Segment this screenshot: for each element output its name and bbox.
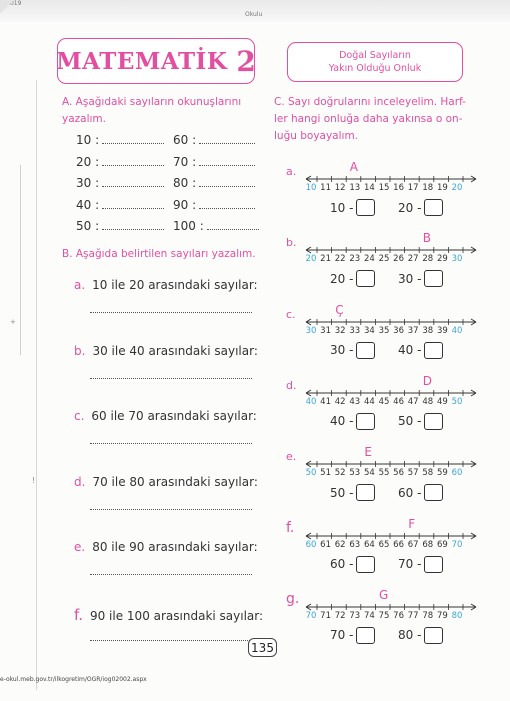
topic-header xyxy=(287,42,463,82)
nearest-ten-option xyxy=(398,413,443,430)
tick-label: 65 xyxy=(378,539,390,550)
tick-label: 22 xyxy=(334,254,346,265)
scan-mid-text: Okulu xyxy=(245,11,263,18)
question-letter: b. xyxy=(74,343,86,358)
tick-label: 70 xyxy=(305,610,317,621)
number-line-letter: B xyxy=(422,231,432,246)
answer-line[interactable] xyxy=(90,574,252,575)
tick-label: 38 xyxy=(422,325,434,336)
number-label: 50 : xyxy=(76,219,100,233)
tick-label: 40 xyxy=(451,325,463,336)
option-label: 70 - xyxy=(330,628,354,643)
tick-label: 41 xyxy=(320,396,331,407)
tick-label: 20 xyxy=(451,183,463,193)
tick-label: 79 xyxy=(436,610,448,621)
tick-label: 20 xyxy=(305,254,317,265)
tick-label: 11 xyxy=(320,183,331,193)
option-label: 20 - xyxy=(398,200,422,215)
number-line-letter: Ç xyxy=(335,302,344,317)
answer-dots[interactable] xyxy=(102,155,164,166)
number-line-letter: E xyxy=(364,445,372,460)
option-label: 10 - xyxy=(330,200,354,215)
answer-dots[interactable] xyxy=(199,155,255,166)
number-label: 20 : xyxy=(76,154,100,169)
tick-label: 43 xyxy=(349,396,361,407)
nearest-ten-option xyxy=(398,484,443,501)
tick-label: 68 xyxy=(422,539,434,550)
topic-line-2: Yakın Olduğu Onluk xyxy=(328,63,422,74)
tick-label: 10 xyxy=(305,183,317,193)
range-question xyxy=(74,606,263,624)
question-letter: a. xyxy=(74,278,86,292)
question-text: 70 ile 80 arasındaki sayılar: xyxy=(92,474,258,489)
option-label: 70 - xyxy=(398,557,422,571)
reading-row-right xyxy=(173,176,255,190)
margin-line xyxy=(36,80,37,690)
section-a-heading: A. Aşağıdaki sayıların okunuşlarını yazalım. xyxy=(62,96,242,125)
answer-line[interactable] xyxy=(90,443,252,444)
option-label: 80 - xyxy=(398,628,422,643)
reading-row-right xyxy=(173,155,255,169)
option-label: 30 - xyxy=(330,343,354,358)
subject-header xyxy=(57,38,255,84)
nearest-ten-option xyxy=(330,413,375,430)
tick-label: 60 xyxy=(305,539,317,550)
tick-label: 56 xyxy=(393,468,404,479)
answer-box[interactable] xyxy=(356,413,375,430)
number-line-letter: D xyxy=(422,373,433,388)
tick-label: 40 xyxy=(305,396,317,407)
tick-label: 28 xyxy=(422,254,434,265)
topic-line-1: Doğal Sayıların xyxy=(339,50,411,61)
tick-label: 70 xyxy=(451,539,463,550)
answer-dots[interactable] xyxy=(102,133,164,144)
range-question xyxy=(74,344,258,358)
tick-label: 30 xyxy=(305,325,317,336)
grade-number: 2 xyxy=(236,44,256,78)
tick-label: 75 xyxy=(378,610,390,621)
number-label: 100 : xyxy=(173,219,204,233)
tick-label: 14 xyxy=(363,183,375,193)
section-b-heading: B. Aşağıda belirtilen sayıları yazalım. xyxy=(62,248,256,260)
tick-label: 54 xyxy=(363,468,375,479)
number-line-letter: G xyxy=(379,587,389,602)
tick-label: 30 xyxy=(451,254,463,265)
tick-label: 17 xyxy=(407,183,419,193)
nearest-ten-option xyxy=(398,556,443,573)
tick-label: 49 xyxy=(436,396,448,407)
reading-row-right xyxy=(173,219,259,233)
tick-label: 52 xyxy=(334,468,346,479)
tick-label: 35 xyxy=(378,325,390,336)
answer-line[interactable] xyxy=(90,312,252,313)
tick-label: 59 xyxy=(436,468,448,479)
option-label: 40 - xyxy=(330,414,354,429)
tick-label: 36 xyxy=(393,325,404,336)
tick-label: 27 xyxy=(407,254,419,265)
number-line-label: g. xyxy=(286,590,300,607)
answer-dots[interactable] xyxy=(102,219,164,230)
tick-label: 55 xyxy=(378,468,390,479)
range-question xyxy=(74,540,258,554)
option-label: 30 - xyxy=(398,271,422,286)
question-text: 80 ile 90 arasındaki sayılar: xyxy=(92,540,258,554)
number-line-label: e. xyxy=(286,450,297,464)
tick-label: 69 xyxy=(436,539,448,550)
tick-label: 47 xyxy=(407,396,419,407)
range-question xyxy=(74,409,257,423)
reading-row-right xyxy=(173,198,255,212)
page-corner xyxy=(0,0,14,14)
number-line-label: b. xyxy=(286,236,297,250)
answer-box[interactable] xyxy=(356,556,375,573)
tick-label: 73 xyxy=(349,610,361,621)
tick-label: 77 xyxy=(407,610,419,621)
answer-box[interactable] xyxy=(424,484,443,501)
tick-label: 72 xyxy=(334,610,346,621)
reading-row-left xyxy=(76,219,164,233)
tick-label: 76 xyxy=(393,610,404,621)
answer-box[interactable] xyxy=(356,627,375,644)
answer-dots[interactable] xyxy=(102,176,164,187)
question-letter: c. xyxy=(74,409,85,423)
answer-line[interactable] xyxy=(90,378,252,379)
range-question xyxy=(74,475,258,489)
tick-label: 58 xyxy=(422,468,434,479)
subject-title: MATEMATİK xyxy=(56,47,228,75)
margin-scribble: + xyxy=(10,318,16,326)
tick-label: 12 xyxy=(334,183,346,193)
answer-box[interactable] xyxy=(356,199,375,216)
answer-line[interactable] xyxy=(90,509,252,510)
scan-edge-text: ra2019 xyxy=(0,0,22,7)
tick-label: 50 xyxy=(305,468,317,479)
nearest-ten-option xyxy=(398,342,443,359)
scan-top-strip xyxy=(0,0,510,22)
tick-label: 44 xyxy=(363,396,375,407)
tick-label: 31 xyxy=(320,325,331,336)
number-label: 60 : xyxy=(173,133,197,147)
section-c-heading-line-3: luğu boyayalım. xyxy=(274,130,359,142)
reading-row-left xyxy=(76,176,164,190)
question-letter: d. xyxy=(74,474,86,489)
tick-label: 32 xyxy=(334,325,346,336)
question-letter: f. xyxy=(74,605,83,624)
tick-label: 39 xyxy=(436,325,448,336)
tick-label: 13 xyxy=(349,183,361,193)
margin-mark xyxy=(20,165,21,355)
answer-box[interactable] xyxy=(356,270,375,287)
tick-label: 15 xyxy=(378,183,390,193)
answer-box[interactable] xyxy=(424,199,443,216)
nearest-ten-option xyxy=(330,270,375,287)
nearest-ten-option xyxy=(330,556,375,573)
answer-box[interactable] xyxy=(356,484,375,501)
margin-scribble-2: ! xyxy=(32,476,36,485)
tick-label: 53 xyxy=(349,468,361,479)
tick-label: 37 xyxy=(407,325,419,336)
number-label: 10 : xyxy=(76,133,100,147)
question-text: 30 ile 40 arasındaki sayılar: xyxy=(92,343,258,358)
number-label: 80 : xyxy=(173,176,197,190)
nearest-ten-option xyxy=(330,199,375,216)
tick-label: 78 xyxy=(422,610,434,621)
answer-box[interactable] xyxy=(356,342,375,359)
number-label: 40 : xyxy=(76,197,100,212)
page-number: 135 xyxy=(248,638,277,657)
reading-row-left xyxy=(76,155,164,169)
option-label: 20 - xyxy=(330,271,354,286)
section-c-heading xyxy=(274,94,474,145)
question-text: 60 ile 70 arasındaki sayılar: xyxy=(91,409,257,423)
tick-label: 46 xyxy=(393,396,404,407)
tick-label: 42 xyxy=(334,396,346,407)
option-label: 50 - xyxy=(398,414,422,429)
tick-label: 60 xyxy=(451,468,463,479)
question-text: 90 ile 100 arasındaki sayılar: xyxy=(89,608,264,623)
number-label: 70 : xyxy=(173,154,197,169)
tick-label: 24 xyxy=(363,254,375,265)
answer-box[interactable] xyxy=(424,413,443,430)
tick-label: 51 xyxy=(320,468,331,479)
range-question xyxy=(74,278,258,292)
number-label: 30 : xyxy=(76,176,100,190)
tick-label: 48 xyxy=(422,396,434,407)
answer-dots[interactable] xyxy=(199,176,255,187)
answer-line[interactable] xyxy=(90,640,252,641)
section-c-heading-line-1: C. Sayı doğrularını inceleyelim. Harf- xyxy=(274,96,466,108)
reading-row-left xyxy=(76,198,164,212)
tick-label: 25 xyxy=(378,254,390,265)
reading-row-left xyxy=(76,133,164,147)
nearest-ten-option xyxy=(330,484,375,501)
option-label: 60 - xyxy=(398,485,422,500)
tick-label: 26 xyxy=(393,254,404,265)
tick-label: 16 xyxy=(393,183,404,193)
answer-box[interactable] xyxy=(424,270,443,287)
tick-label: 45 xyxy=(378,396,390,407)
tick-label: 80 xyxy=(451,610,463,621)
answer-dots[interactable] xyxy=(207,219,259,230)
number-label: 90 : xyxy=(173,197,197,212)
number-line-letter: F xyxy=(408,516,416,531)
option-label: 40 - xyxy=(398,343,422,358)
tick-label: 61 xyxy=(320,539,331,550)
nearest-ten-option xyxy=(330,627,375,644)
tick-label: 57 xyxy=(407,468,419,479)
question-text: 10 ile 20 arasındaki sayılar: xyxy=(92,278,258,292)
tick-label: 71 xyxy=(320,610,331,621)
tick-label: 18 xyxy=(422,183,434,193)
number-line-label: a. xyxy=(286,165,297,178)
tick-label: 50 xyxy=(451,396,463,407)
tick-label: 74 xyxy=(363,610,375,621)
number-line-label: d. xyxy=(286,378,297,392)
answer-dots[interactable] xyxy=(199,133,255,144)
option-label: 50 - xyxy=(330,485,354,500)
number-line-label: c. xyxy=(286,307,296,321)
tick-label: 19 xyxy=(436,183,448,193)
answer-box[interactable] xyxy=(424,342,443,359)
option-label: 60 - xyxy=(330,557,354,571)
tick-label: 29 xyxy=(436,254,448,265)
answer-box[interactable] xyxy=(424,627,443,644)
tick-label: 66 xyxy=(393,539,404,550)
tick-label: 23 xyxy=(349,254,361,265)
footer-url: e-okul.meb.gov.tr/ilkogretim/OGR/iog02002.aspx xyxy=(0,676,147,683)
nearest-ten-option xyxy=(398,627,443,644)
section-c-heading-line-2: ler hangi onluğa daha yakınsa o on- xyxy=(274,113,463,125)
tick-label: 67 xyxy=(407,539,419,550)
tick-label: 63 xyxy=(349,539,361,550)
nearest-ten-option xyxy=(398,199,443,216)
number-line-label: f. xyxy=(286,519,295,536)
nearest-ten-option xyxy=(330,342,375,359)
reading-row-right xyxy=(173,133,255,147)
tick-label: 62 xyxy=(334,539,346,550)
tick-label: 21 xyxy=(320,254,331,265)
answer-dots[interactable] xyxy=(102,198,164,209)
question-letter: e. xyxy=(74,540,86,554)
tick-label: 33 xyxy=(349,325,361,336)
answer-box[interactable] xyxy=(424,556,443,573)
tick-label: 64 xyxy=(363,539,375,550)
nearest-ten-option xyxy=(398,270,443,287)
number-line-letter: A xyxy=(349,160,359,174)
tick-label: 34 xyxy=(363,325,375,336)
answer-dots[interactable] xyxy=(199,198,255,209)
